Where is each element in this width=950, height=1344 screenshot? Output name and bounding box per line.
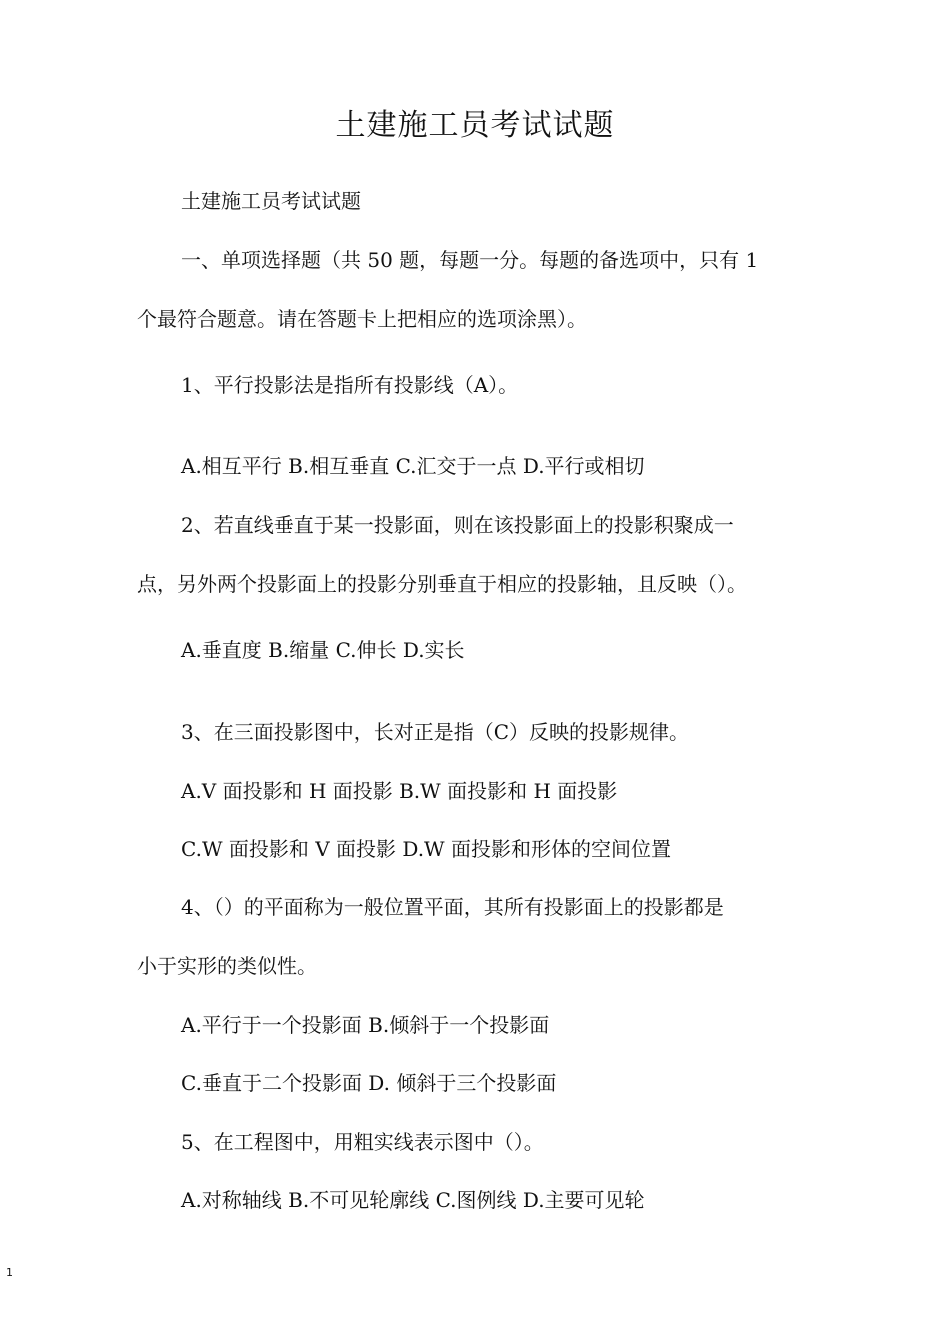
question-1-options: A.相互平行 B.相互垂直 C.汇交于一点 D.平行或相切 — [181, 454, 645, 478]
question-4-line-1: 4、（）的平面称为一般位置平面，其所有投影面上的投影都是 — [181, 895, 724, 919]
question-3-options-line-1: A.V 面投影和 H 面投影 B.W 面投影和 H 面投影 — [181, 779, 618, 803]
question-2-line-2: 点，另外两个投影面上的投影分别垂直于相应的投影轴，且反映（）。 — [137, 572, 747, 596]
question-3-options-line-2: C.W 面投影和 V 面投影 D.W 面投影和形体的空间位置 — [181, 837, 671, 861]
question-5-options: A.对称轴线 B.不可见轮廓线 C.图例线 D.主要可见轮 — [181, 1188, 645, 1212]
document-title: 土建施工员考试试题 — [335, 108, 615, 143]
question-2-options: A.垂直度 B.缩量 C.伸长 D.实长 — [181, 638, 465, 662]
question-5: 5、在工程图中，用粗实线表示图中（）。 — [181, 1130, 544, 1154]
page-number: 1 — [6, 1266, 13, 1279]
document-subtitle: 土建施工员考试试题 — [181, 189, 361, 213]
section-heading-line-2: 个最符合题意。请在答题卡上把相应的选项涂黑）。 — [137, 307, 587, 331]
question-4-options-line-1: A.平行于一个投影面 B.倾斜于一个投影面 — [181, 1013, 550, 1037]
section-heading-line-1: 一、单项选择题（共 50 题，每题一分。每题的备选项中，只有 1 — [181, 248, 759, 272]
question-1: 1、平行投影法是指所有投影线（A）。 — [181, 373, 519, 397]
question-3: 3、在三面投影图中，长对正是指（C）反映的投影规律。 — [181, 720, 690, 744]
question-4-line-2: 小于实形的类似性。 — [137, 954, 317, 978]
question-2-line-1: 2、若直线垂直于某一投影面，则在该投影面上的投影积聚成一 — [181, 513, 734, 537]
question-4-options-line-2: C.垂直于二个投影面 D. 倾斜于三个投影面 — [181, 1071, 557, 1095]
